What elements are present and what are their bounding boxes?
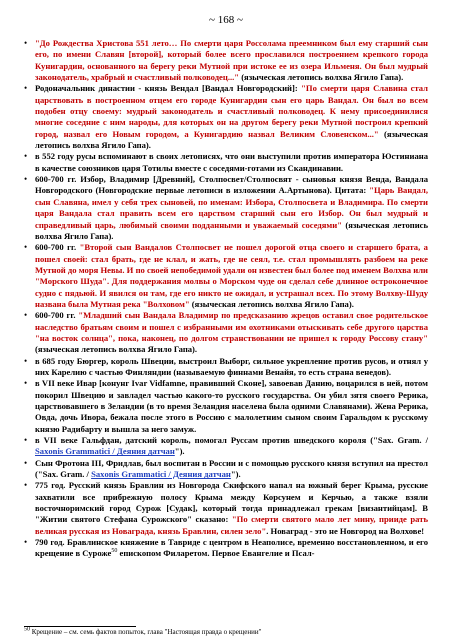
body-text: "). xyxy=(174,446,185,457)
list-item xyxy=(24,378,428,435)
quotation-text: "Второй сын Вандалов Столпосвет не пошел дорогой отца своего и старшего брата, а пошел своей: стал брать, где не клал, и жать, где не сеял, т.е. стал промышлять разбоем на реке Мутной до моря Невы. И по своей непобедимой удали он известен был более под именем Волхва или "Морского Шуда". Для поддержания молвы о Морском чуде он сделал себе длинное остроконечное судно с пядьюй. И явился он там, где его никто не ожидал, и устрашал всех. По этому Волхву-Шуду названа была Мутная река "Волховом" xyxy=(35,242,428,309)
list-item xyxy=(24,242,428,310)
list-item xyxy=(24,151,428,174)
page-number: ~ 168 ~ xyxy=(209,14,243,26)
footnote-ref: 50 xyxy=(111,548,118,555)
body-text: (языческая летопись волхва Ягило Гапа). xyxy=(35,128,429,151)
body-text: (языческая летопись волхва Ягило Гапа). xyxy=(35,219,429,241)
body-text: в 685 году Бюргер, король Швеции, выстроил Выборг, сильное укрепление против русов, и отнял у них Карелию с частью Финляндии (называемую финнами Венайя, то есть страна венедов). xyxy=(35,355,428,377)
body-text: . Новаград - это не Новгород на Волхове! xyxy=(266,525,425,536)
list-item xyxy=(24,174,428,242)
body-text: в VII веке Ивар [конунг Ivar Vidfamne, правивший Сконе], завоевав Данию, воцарился в ней, потом покорил Швецию и завладел частью какого-то русского государства. Он убил зятя своего Рерика, царствовавшего в Зеландии (в то время Зеландия населена была одними Славянами). Жена Рерика, Овда, дочь Ивора, бежала после этого в Россию с малолетним сыном своим Гаральдом к русскому князю Радибарту и вышла за него замуж. xyxy=(35,378,428,434)
list-item xyxy=(24,458,428,481)
footnote xyxy=(24,628,261,636)
quotation-text: "По смерти царя Славина стал царствовать в построенном отцем его городе Кунигардин сын его царь Вандал. Он был во всем подобен отцу своему: мудрый законодатель и счастливый полководец. К нему присоединилися многие соседние с ним народы, для которых он на другом берегу реки Мутной построил крепкий город, назвал его Новым городом, а Кунигардию назвал Великим Словенском..." xyxy=(35,83,428,139)
list-item xyxy=(24,83,428,151)
list-item xyxy=(24,38,428,83)
quotation-text: "До Рождества Христова 551 лето… По смерти царя Россолама преемником был ему старший сын его, по имени Славян [второй], который более всего прославился построением крепкого города Кунигардин, основанного на берегу реки Мутной при истоке ее из озера Ильменя. Он был мудрый законодатель, храбрый и счастливый полководец..." xyxy=(35,38,428,83)
reference-link[interactable]: Saxonis Grammatici / Деяния датчан xyxy=(91,469,231,480)
body-text: (языческая летопись волхва Ягило Гапа). xyxy=(35,344,198,355)
footnote-divider xyxy=(24,626,136,627)
quotation-text: "Младший сын Вандала Владимир по предсказанию жрецов оставил свое родительское наследство братьям своим и пошел с избранными им охотниками отыскивать себе другого царства "на восток солнца", пока, наконец, по долгом странствовании не пришел к городу Россову стану" xyxy=(35,310,428,343)
body-text: Сын Фротона III, Фридлав, был воспитан в России и с помощью русского князя вступил на престол ("Sax. Gram. / xyxy=(35,457,428,480)
reference-link[interactable]: Saxonis Grammatici / Деяния датчан xyxy=(35,446,175,457)
footnote-text: Крещение – см. семь фактов попыток, глава "Настоящая правда о крещении" xyxy=(31,628,262,636)
quotation-text: "По смерти святого мало лет мину, прииде рать великая русская из Новаграда, князь Бравлин, силен зело" xyxy=(35,514,428,536)
body-text: епископом Филаретом. Первое Евангелие и Псал- xyxy=(117,548,315,559)
quotation-text: "Царь Вандал, сын Славяна, имел у себя трех сыновей, по именам: Избора, Столпосвета и Владимира. По смерти царя Вандала стал править всем его царством старший сын его Избор. Он был мудрый и справедливый царь, любимый своими подданными и уважаемый соседями" xyxy=(35,185,428,230)
body-text: (языческая летопись волхва Ягило Гапа). xyxy=(239,72,404,83)
body-text: 775 год. Русский князь Бравлин из Новгорода Скифского напал на южный берег Крыма, русские захватили все прибрежную полосу Крыма между Корсунем и Керчью, а также взяли восточноримский город Сурож [Судак], который тогда принадлежал грекам [византийцам]. В "Житии святого Стефана Сурожского" сказано: xyxy=(35,480,428,525)
body-text: в VII веке Гальфдан, датский король, помогал Руссам против шведского короля ("Sax. Gram. / xyxy=(35,435,428,446)
body-text: в 552 году русы вспоминают в своих летописях, что они выступили против императора Юстиниана в качестве союзников царя Тотилы вместе с соседями-готами из Скандинавии. xyxy=(35,151,428,173)
list-item xyxy=(24,435,428,458)
chronicle-list xyxy=(24,38,428,560)
body-text: Родоначальник династии - князь Вендал [Вандал Новгородский]: xyxy=(35,83,302,94)
list-item xyxy=(24,356,428,379)
list-item xyxy=(24,537,428,560)
body-text: 600-700 гг. xyxy=(35,242,80,253)
list-item xyxy=(24,480,428,537)
body-text: "). xyxy=(230,469,241,480)
body-text: 600-700 гг. Избор, Владимир [Древний], Столпосвет/Столпосвят - сыновья князя Венда, Вандала Новгородского (Новгородские первые летописи в изложении А.Артынова). Цитата: xyxy=(35,174,428,196)
body-text: (языческая летопись волхва Ягило Гапа). xyxy=(189,298,354,309)
body-text: 790 год. Бравлинское княжение в Тавриде с центром в Неаполисе, временно восстановленном, и его крещение в Суроже xyxy=(35,537,428,559)
body-text: 600-700 гг. xyxy=(35,310,79,321)
list-item xyxy=(24,310,428,355)
footnote-mark: 50 xyxy=(24,626,30,633)
